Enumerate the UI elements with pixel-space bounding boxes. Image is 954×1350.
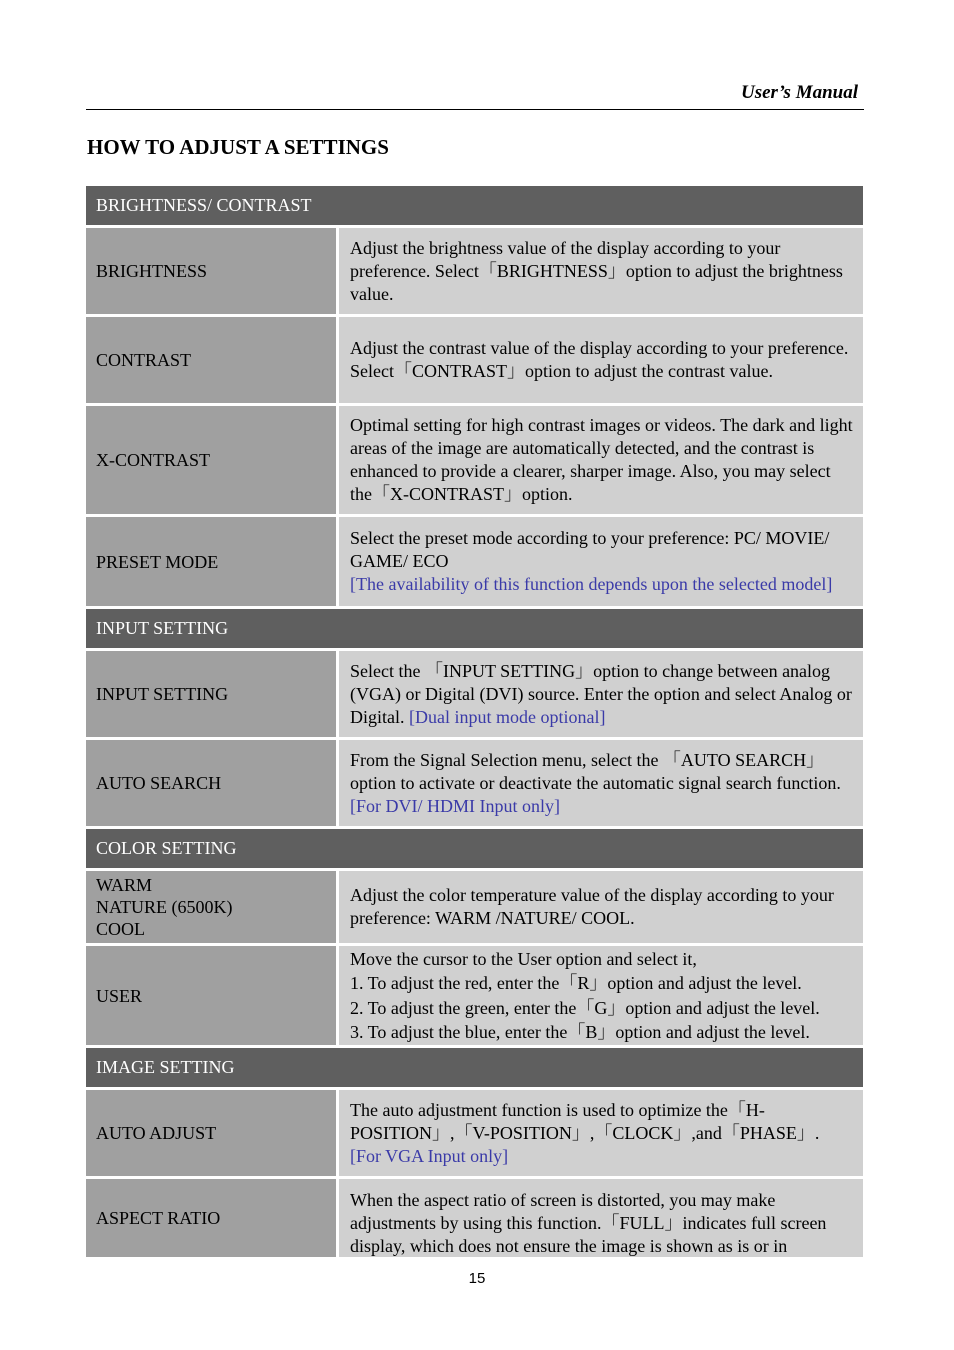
table-row xyxy=(86,651,863,737)
note-text: [Dual input mode optional] xyxy=(409,706,606,727)
row-label: PRESET MODE xyxy=(86,517,336,606)
row-description: From the Signal Selection menu, select the 「AUTO SEARCH」option to activate or deactivate the automatic signal search function. [For DVI/ HDMI Input only] xyxy=(339,740,863,826)
row-description: Adjust the contrast value of the display according to your preference. Select「CONTRAST」option to adjust the contrast value. xyxy=(339,317,863,403)
section-header-brightness-contrast: BRIGHTNESS/ CONTRAST xyxy=(86,186,863,225)
settings-table xyxy=(86,186,863,1257)
row-description: Adjust the brightness value of the display according to your preference. Select「BRIGHTNESS」option to adjust the brightness value. xyxy=(339,228,863,314)
row-description: Move the cursor to the User option and select it, 1. To adjust the red, enter the「R」option and adjust the level. 2. To adjust the green, enter the「G」option and adjust the level. 3. To adjust the blue, enter the「B」option and adjust the level. xyxy=(339,946,863,1045)
section-header-input-setting: INPUT SETTING xyxy=(86,609,863,648)
row-description: Select the 「INPUT SETTING」option to change between analog (VGA) or Digital (DVI) source. Enter the option and select Analog or Digital. [Dual input mode optional] xyxy=(339,651,863,737)
table-row xyxy=(86,946,863,1045)
table-row xyxy=(86,871,863,943)
row-label: ASPECT RATIO xyxy=(86,1179,336,1257)
row-description: The auto adjustment function is used to optimize the「H-POSITION」,「V-POSITION」,「CLOCK」,and「PHASE」. [For VGA Input only] xyxy=(339,1090,863,1176)
table-row xyxy=(86,228,863,314)
section-header-color-setting: COLOR SETTING xyxy=(86,829,863,868)
note-text: [For VGA Input only] xyxy=(350,1145,509,1166)
table-row xyxy=(86,406,863,514)
table-row xyxy=(86,517,863,606)
row-label: X-CONTRAST xyxy=(86,406,336,514)
note-text: [The availability of this function depends upon the selected model] xyxy=(350,574,833,594)
page-header xyxy=(86,80,864,110)
row-label: USER xyxy=(86,946,336,1045)
row-description: Select the preset mode according to your preference: PC/ MOVIE/ GAME/ ECO [The availability of this function depends upon the selected model] xyxy=(339,517,863,606)
section-header-image-setting: IMAGE SETTING xyxy=(86,1048,863,1087)
row-label: BRIGHTNESS xyxy=(86,228,336,314)
table-row xyxy=(86,1090,863,1176)
row-label: CONTRAST xyxy=(86,317,336,403)
row-label: WARM NATURE (6500K) COOL xyxy=(86,871,336,943)
note-text: [For DVI/ HDMI Input only] xyxy=(350,795,560,816)
row-description: When the aspect ratio of screen is distorted, you may make adjustments by using this function.「FULL」indicates full screen display, which does not ensure the image is shown as is or in xyxy=(339,1179,863,1257)
row-description: Adjust the color temperature value of the display according to your preference: WARM /NATURE/ COOL. xyxy=(339,871,863,943)
row-description: Optimal setting for high contrast images or videos. The dark and light areas of the image are automatically detected, and the contrast is enhanced to provide a clearer, sharper image. Also, you may select the「X-CONTRAST」option. xyxy=(339,406,863,514)
table-row xyxy=(86,317,863,403)
row-label: AUTO SEARCH xyxy=(86,740,336,826)
page-title: HOW TO ADJUST A SETTINGS xyxy=(87,135,389,159)
table-row xyxy=(86,740,863,826)
page-number: 15 xyxy=(468,1270,486,1287)
row-label: INPUT SETTING xyxy=(86,651,336,737)
header-title: User’s Manual xyxy=(740,82,858,103)
row-label: AUTO ADJUST xyxy=(86,1090,336,1176)
table-row xyxy=(86,1179,863,1257)
